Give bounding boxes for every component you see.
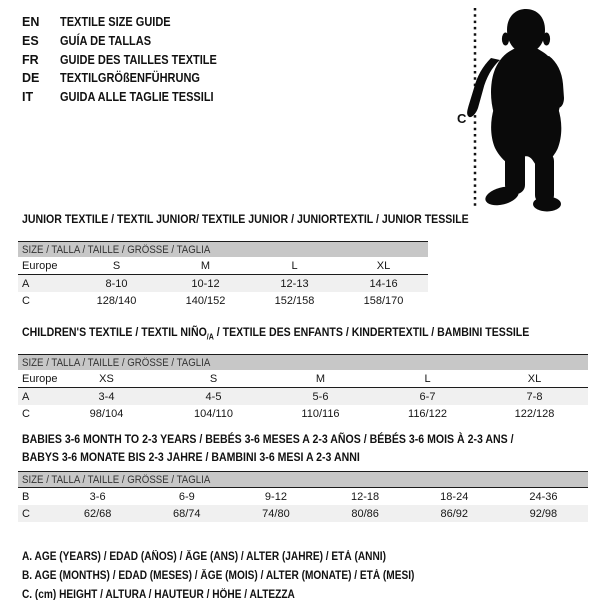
value-cell: 9-12 bbox=[264, 490, 287, 503]
size-cell: L bbox=[250, 257, 339, 275]
row-label: C bbox=[18, 505, 53, 522]
value-cell: 10-12 bbox=[161, 275, 250, 293]
height-cm-row bbox=[18, 505, 588, 522]
value-cell: 5-6 bbox=[267, 388, 374, 406]
value-cell: 104/110 bbox=[194, 407, 233, 420]
value-cell: 122/128 bbox=[514, 407, 555, 420]
babies-size-table bbox=[18, 471, 588, 522]
height-cm-row bbox=[18, 405, 588, 422]
size-header-row bbox=[18, 242, 428, 258]
value-cell: 24-36 bbox=[529, 490, 558, 503]
age-months-row bbox=[18, 488, 588, 506]
value-cell: 4-5 bbox=[160, 388, 267, 406]
size-header-label: SIZE / TALLA / TAILLE / GRÖSSE / TAGLIA bbox=[22, 473, 211, 486]
lang-row-fr bbox=[22, 51, 238, 70]
lang-row-es bbox=[22, 32, 238, 51]
value-cell: 158/170 bbox=[363, 294, 404, 307]
row-label: C bbox=[22, 407, 30, 420]
value-cell: 18-24 bbox=[440, 490, 469, 503]
value-cell: 110/116 bbox=[301, 407, 340, 420]
baby-figure bbox=[450, 0, 600, 230]
size-header-label: SIZE / TALLA / TAILLE / GRÖSSE / TAGLIA bbox=[22, 243, 211, 256]
value-cell: 6-9 bbox=[178, 490, 195, 503]
babies-section-title bbox=[22, 430, 588, 466]
baby-silhouette bbox=[467, 9, 564, 212]
value-cell: 62/68 bbox=[53, 505, 142, 522]
size-cell: XS bbox=[53, 370, 160, 388]
value-cell: 152/158 bbox=[274, 294, 315, 307]
size-guide-content bbox=[18, 206, 588, 600]
lang-code: FR bbox=[22, 52, 39, 67]
size-cell: L bbox=[374, 370, 481, 388]
junior-title-text: JUNIOR TEXTILE / TEXTIL JUNIOR/ TEXTILE JUNIOR / JUNIORTEXTIL / JUNIOR TESSILE bbox=[22, 212, 469, 226]
size-header-label: SIZE / TALLA / TAILLE / GRÖSSE / TAGLIA bbox=[22, 356, 211, 369]
size-cell: XL bbox=[481, 370, 588, 388]
lang-title: GUIDA ALLE TAGLIE TESSILI bbox=[60, 90, 214, 105]
lang-title: GUIDE DES TAILLES TEXTILE bbox=[60, 52, 217, 67]
legend-notes bbox=[22, 548, 588, 600]
europe-sizes-row bbox=[18, 257, 428, 275]
size-header-row bbox=[18, 355, 588, 371]
size-header-row bbox=[18, 472, 588, 488]
value-cell: 98/104 bbox=[89, 407, 124, 420]
legend-note-b: B. AGE (MONTHS) / EDAD (MESES) / ÂGE (MOIS) / ALTER (MONATE) / ETÀ (MESI) bbox=[22, 570, 415, 583]
value-cell: 116/122 bbox=[408, 407, 447, 420]
row-label: A bbox=[18, 275, 72, 293]
lang-code: ES bbox=[22, 33, 39, 48]
lang-row-en bbox=[22, 13, 238, 32]
lang-code: DE bbox=[22, 71, 40, 86]
size-cell: XL bbox=[339, 257, 428, 275]
row-label: Europe bbox=[18, 257, 72, 275]
value-cell: 92/98 bbox=[499, 505, 588, 522]
title-subscript: /A bbox=[206, 332, 214, 342]
children-section-title bbox=[22, 325, 588, 344]
lang-row-de bbox=[22, 69, 238, 88]
legend-note-a: A. AGE (YEARS) / EDAD (AÑOS) / ÂGE (ANS) / ALTER (JAHRE) / ETÀ (ANNI) bbox=[22, 551, 386, 564]
baby-silhouette-svg bbox=[450, 0, 600, 230]
age-years-row bbox=[18, 388, 588, 406]
babies-title-line1: BABIES 3-6 MONTH TO 2-3 YEARS / BEBÉS 3-6 MESES A 2-3 AÑOS / BÉBÉS 3-6 MOIS À 2-3 ANS / bbox=[22, 432, 514, 447]
value-cell: 86/92 bbox=[410, 505, 499, 522]
size-cell: M bbox=[267, 370, 374, 388]
junior-section-title bbox=[22, 212, 588, 226]
lang-code: EN bbox=[22, 15, 40, 29]
value-cell: 80/86 bbox=[321, 505, 410, 522]
value-cell: 12-13 bbox=[250, 275, 339, 293]
size-cell: S bbox=[160, 370, 267, 388]
height-line-label: C bbox=[457, 111, 467, 126]
value-cell: 140/152 bbox=[185, 294, 226, 307]
babies-title-line2: BABYS 3-6 MONATE BIS 2-3 JAHRE / BAMBINI 3-6 MESI A 2-3 ANNI bbox=[22, 450, 360, 465]
lang-title: TEXTILGRÖßENFÜHRUNG bbox=[60, 71, 200, 86]
size-cell: S bbox=[72, 257, 161, 275]
value-cell: 3-6 bbox=[89, 490, 106, 503]
children-title-text: CHILDREN'S TEXTILE / TEXTIL $NIÑO_{/A}$ / TEXTILE DES ENFANTS / KINDERTEXTIL / BAMBINI TESSILE bbox=[22, 325, 530, 342]
size-cell: M bbox=[161, 257, 250, 275]
value-cell: 74/80 bbox=[231, 505, 320, 522]
value-cell: 6-7 bbox=[374, 388, 481, 406]
row-label: B bbox=[22, 490, 30, 503]
europe-sizes-row bbox=[18, 370, 588, 388]
age-years-row bbox=[18, 275, 428, 293]
value-cell: 3-4 bbox=[53, 388, 160, 406]
legend-note-c: C. (cm) HEIGHT / ALTURA / HAUTEUR / HÖHE / ALTEZZA bbox=[22, 589, 295, 600]
value-cell: 12-18 bbox=[351, 490, 380, 503]
junior-size-table bbox=[18, 241, 428, 309]
language-list bbox=[22, 13, 238, 107]
height-cm-row bbox=[18, 292, 428, 309]
lang-row-it bbox=[22, 88, 238, 107]
lang-code: IT bbox=[22, 90, 34, 105]
value-cell: 7-8 bbox=[481, 388, 588, 406]
row-label: Europe bbox=[18, 370, 53, 388]
lang-title: TEXTILE SIZE GUIDE bbox=[60, 15, 171, 29]
lang-title: GUÍA DE TALLAS bbox=[60, 33, 152, 48]
value-cell: 8-10 bbox=[72, 275, 161, 293]
row-label: A bbox=[18, 388, 53, 406]
children-size-table bbox=[18, 354, 588, 422]
value-cell: 128/140 bbox=[96, 294, 137, 307]
value-cell: 68/74 bbox=[142, 505, 231, 522]
row-label: C bbox=[22, 294, 30, 307]
value-cell: 14-16 bbox=[339, 275, 428, 293]
